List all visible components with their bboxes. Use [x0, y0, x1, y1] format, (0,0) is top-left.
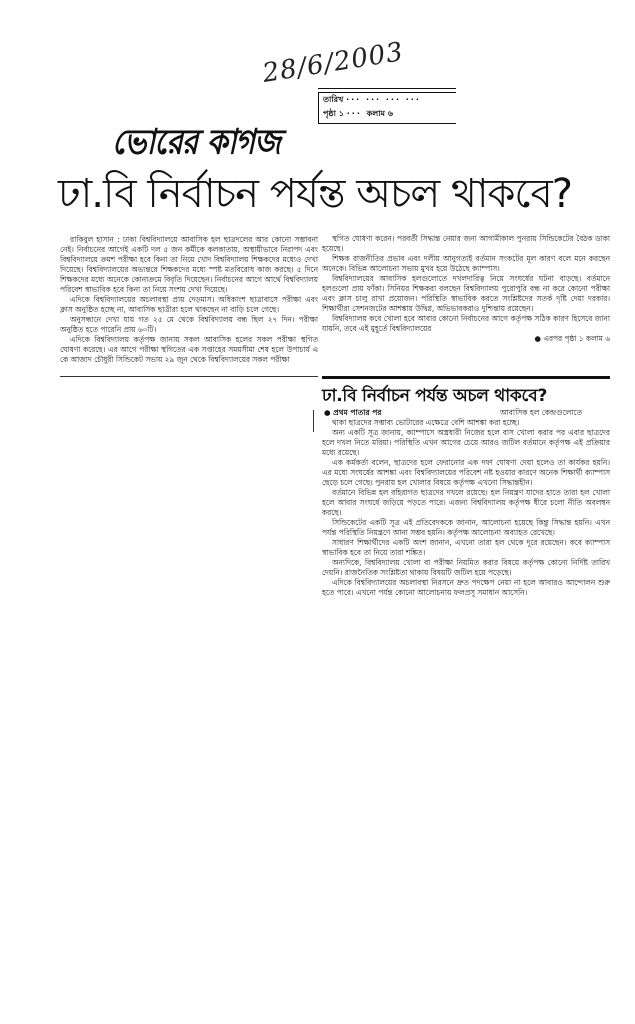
article-paragraph: এক কর্মকর্তা বলেন, ছাত্রদের হলে ফেরানোর এক দফা ঘোষণা দেয়া হলেও তা কার্যকর হয়নি। এর মধ্যে সংঘর্ষের আশঙ্কা এবং বিশ্ববিদ্যালয়ের পরিবেশ নষ্ট হওয়ার কারণে অনেক শিক্ষার্থী ক্যাম্পাস ছেড়ে চলে গেছে। পুনরায় হল খোলার বিষয়ে কর্তৃপক্ষ এখনো সিদ্ধান্তহীন। [322, 458, 610, 487]
continuation-headline: ঢা.বি নির্বাচন পর্যন্ত অচল থাকবে? [322, 386, 548, 406]
column-rule [60, 376, 318, 377]
continued-from-label: ● প্রথম পাতার পর [324, 408, 382, 417]
article-paragraph: এদিকে বিশ্ববিদ্যালয় কর্তৃপক্ষ জানায় সকল আবাসিক হলের সকল পরীক্ষা স্থগিত ঘোষণা করেছে। এর আগে পরীক্ষা স্থগিতের এক সপ্তাহের সময়সীমা শেষ হলে উপাচার্য এ কে আজাদ চৌধুরী সিন্ডিকেট সভায় ২৯ জুন থেকে বিশ্ববিদ্যালয়ের সকল পরীক্ষা [60, 335, 318, 364]
article-paragraph: অনুসন্ধানে দেখা যায় গত ২৫ মে থেকে বিশ্ববিদ্যালয় বন্ধ ছিল ২৭ দিন। পরীক্ষা অনুষ্ঠিত হতে পারেনি প্রায় ৬০টি। [60, 315, 318, 334]
article-paragraph: অন্য একটি সূত্র জানায়, ক্যাম্পাসে অস্ত্রধারী নিজের হলে বাস খোলা করার পর এবার ছাত্রদের হলে দখল নিতে মরিয়া। পরিস্থিতি এখন আগের চেয়ে আরও জটিল বর্তমানে কর্তৃপক্ষ এই প্রক্রিয়ার মধ্যে রয়েছে। [322, 428, 610, 457]
article-paragraph: এদিকে বিশ্ববিদ্যালয়ের অচলাবস্থা নিরসনে দ্রুত পদক্ষেপ নেয়া না হলে আবারও আন্দোলন শুরু হতে পারে। এখনো পর্যন্ত কোনো আলোচনায় ফলপ্রসূ সমাধান আসেনি। [322, 578, 610, 597]
article-paragraph: বিশ্ববিদ্যালয় কবে খোলা হবে আবার কোনো নির্বাচনের আগে কর্তৃপক্ষ সঠিক কারণ হিসেবে জানা যায়নি, তবে এই মুহূর্তে বিশ্ববিদ্যালয়ের [322, 314, 610, 333]
article-paragraph: রাকিবুল হাসান : ঢাকা বিশ্ববিদ্যালয়ে আবাসিক হল ছাত্রদলের আর কোনো সম্ভাবনা নেই। নির্বাচনের আগেই একটি দল ৫ জন কর্মীকে কলকাতায়, অস্থায়ীভাবে নিরাপদ এবং বিশ্ববিদ্যালয়ে ক্রমশ পরীক্ষা হবে কিনা তা নিয়ে খোদ বিশ্ববিদ্যালয় শিক্ষকদের মধ্যেও দেখা দিয়েছে। বিশ্ববিদ্যালয়ের অভ্যন্তরে শিক্ষকদের মধ্যে স্পষ্ট মতবিরোধ কাজ করছে। ৫ দিনে শিক্ষকদের মধ্যে অনেকে কোনাক্রমে বিবৃতি দিয়েছেন। নির্বাচনের আগে আর্থে বিশ্ববিদ্যালয় পরিবেশ স্বাভাবিক হবে কিনা তা নিয়ে সংশয় দেখা দিয়েছে। [60, 235, 318, 294]
stamp-page-row: পৃষ্ঠা ১ ··· কলাম ৬ [323, 109, 393, 118]
margin-bracket [313, 410, 314, 432]
article-paragraph: বিশ্ববিদ্যালয়ের আবাসিক হলগুলোতে দখলদারিত্ব নিয়ে সংঘর্ষের ঘটনা বাড়ছে। বর্তমানে হলগুলো প্রায় ফাঁকা। সিনিয়র শিক্ষকরা বলছেন বিশ্ববিদ্যালয় পুরোপুরি বন্ধ না করে কোনো পরীক্ষা এবং ক্লাস চালু রাখা প্রয়োজন। পরিস্থিতি স্বাভাবিক করতে সংশ্লিষ্টদের সতর্ক দৃষ্টি দেয়া দরকার। শিক্ষার্থীরা সেশনজটের আশঙ্কায় উদ্বিগ্ন, অভিভাবকরাও দুশ্চিন্তায় রয়েছেন। [322, 274, 610, 313]
newspaper-masthead: ভোরের কাগজ [112, 122, 280, 163]
article-paragraph: স্থগিত ঘোষণা করেন। পরবর্তী সিদ্ধান্ত নেয়ার জন্য আগামীকাল পুনরায় সিন্ডিকেটের বৈঠক ডাকা হয়েছে। [322, 234, 610, 253]
stamp-column-value: ৬ [387, 109, 393, 118]
continuation-side-text: আবাসিক হল কেন্দ্রগুলোতে [500, 408, 583, 417]
stamp-date-row: তারিখ ··· ··· ··· ··· [323, 95, 421, 104]
stamp-date-label: তারিখ [323, 95, 344, 104]
article-paragraph: শিক্ষক রাজনীতির প্রভাব এবং দলীয় আনুগত্যই বর্তমান সংকটের মূল কারণ বলে মনে করছেন অনেকে। বিভিন্ন আলোচনা সভায় মুখর হয়ে উঠেছে ক্যাম্পাস। [322, 254, 610, 273]
left-article-column [60, 235, 318, 365]
article-paragraph: থাকা ছাত্রদের সম্ভাব্য ভোটারের এক্ষেত্রে বেশি আশঙ্কা করা হচ্ছে। [332, 418, 520, 427]
article-paragraph: বর্তমানে বিভিন্ন হল বহিরাগত ছাত্রদের দখলে রয়েছে। হল নিয়ন্ত্রণ যাদের হাতে তারা হল খোলা হলে আবার সংঘর্ষে জড়িয়ে পড়তে পারে। এজন্য বিশ্ববিদ্যালয় কর্তৃপক্ষ ধীরে চলো নীতি অবলম্বন করছে। [322, 488, 610, 517]
article-paragraph: সিন্ডিকেটের একটি সূত্র এই প্রতিবেদককে জানান, আলোচনা হয়েছে কিন্তু সিদ্ধান্ত হয়নি। এখন পর্যন্ত পরিস্থিতি নিয়ন্ত্রণে আনা সম্ভব হয়নি। কর্তৃপক্ষ আলোচনা অব্যাহত রেখেছে। [322, 518, 610, 537]
main-headline: ঢা.বি নির্বাচন পর্যন্ত অচল থাকবে? [58, 171, 572, 217]
date-stamp-box [318, 92, 456, 124]
continuation-column [322, 418, 610, 598]
continued-on-label: ● এরপর পৃষ্ঠা ১ কলাম ৬ [534, 334, 610, 343]
handwritten-date: 28/6/2003 [260, 37, 406, 89]
stamp-column-label: কলাম [366, 109, 385, 118]
stamp-top-rule [318, 88, 456, 89]
article-paragraph: সাধারণ শিক্ষার্থীদের একটি অংশ জানান, এখনো তারা হল থেকে দূরে রয়েছেন। কবে ক্যাম্পাস স্বাভাবিক হবে তা নিয়ে তারা শঙ্কিত। [322, 538, 610, 557]
right-article-column [322, 234, 610, 344]
article-paragraph: এদিকে বিশ্ববিদ্যালয়ের অচলাবস্থা প্রায় দেড়মাস। অধিকাংশ ছাত্রাবাসে পরীক্ষা এবং ক্লাস অনুষ্ঠিত হচ্ছে না, আবাসিক ছাত্রীরা হলে থাকছেন না বাড়ি চলে গেছে। [60, 295, 318, 314]
section-rule [322, 376, 610, 379]
article-paragraph: অন্যদিকে, বিশ্ববিদ্যালয় খোলা বা পরীক্ষা নিয়মিত করার বিষয়ে কর্তৃপক্ষ কোনো নির্দিষ্ট তারিখ দেয়নি। রাজনৈতিক সংশ্লিষ্টতা থাকায় বিষয়টি জটিল হয়ে পড়েছে। [322, 558, 610, 577]
stamp-page-label: পৃষ্ঠা [323, 109, 336, 118]
stamp-page-value: ১ [338, 109, 344, 118]
